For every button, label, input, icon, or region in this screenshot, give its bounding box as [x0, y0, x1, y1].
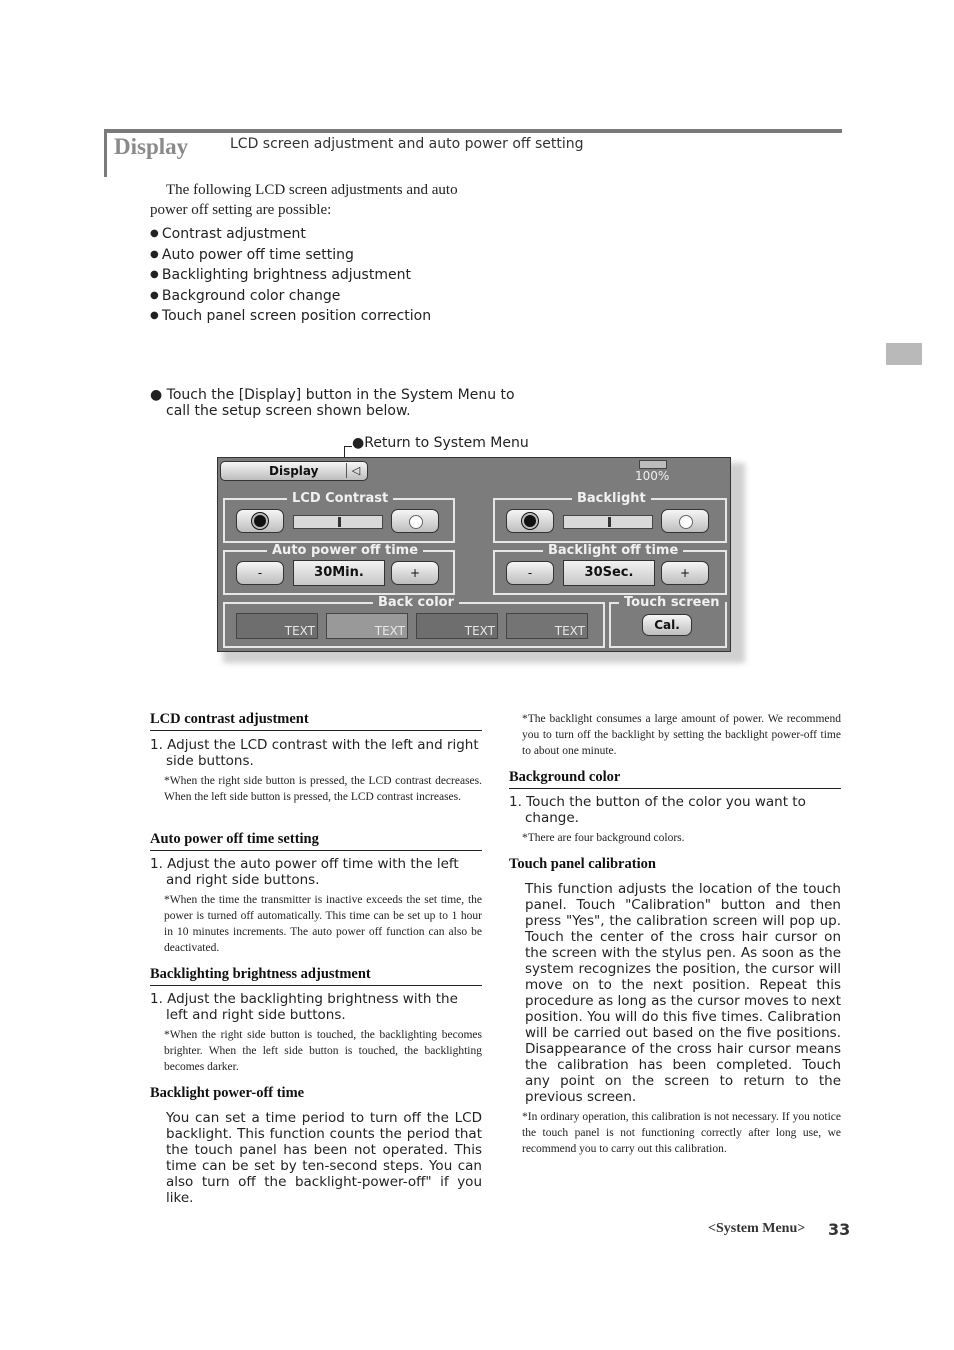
backlight-off-label: Backlight off time — [543, 543, 683, 559]
slider-handle — [608, 517, 611, 527]
step-line: 1. Adjust the auto power off time with the left — [150, 856, 459, 872]
section-heading: Auto power off time setting — [150, 831, 482, 851]
battery-icon — [639, 460, 667, 469]
step-line: 1. Adjust the backlighting brightness with the — [150, 991, 458, 1007]
step-text — [150, 856, 490, 888]
back-color-option-1[interactable]: TEXT — [236, 613, 318, 639]
contrast-slider[interactable] — [293, 515, 383, 529]
step-text — [509, 794, 849, 826]
step-text — [150, 991, 490, 1023]
step-line: 1. Touch the button of the color you want to — [509, 794, 806, 810]
note-text: *When the time the transmitter is inactive exceeds the set time, the power is turned off automatically. This time can be set up to 1 hour in 10 minutes increments. The auto power off function can also be deactivated. — [164, 894, 482, 954]
note-text: *There are four background colors. — [522, 832, 685, 844]
section-heading: Backlight power-off time — [150, 1085, 305, 1101]
intro-text: The following LCD screen adjustments and auto power off setting are possible: — [150, 182, 458, 218]
sun-dark-icon — [524, 515, 536, 527]
sun-dark-icon — [254, 515, 266, 527]
backlight-off-plus-button[interactable]: + — [661, 561, 709, 585]
instruction-note — [150, 387, 530, 419]
lcd-screen — [217, 457, 731, 652]
back-color-option-4[interactable]: TEXT — [506, 613, 588, 639]
calibration-button[interactable]: Cal. — [642, 614, 692, 636]
list-item: ● Background color change — [150, 286, 431, 307]
back-color-label: Back color — [373, 595, 459, 611]
auto-power-minus-button[interactable]: - — [236, 561, 284, 585]
callout-return: ●Return to System Menu — [352, 435, 529, 451]
lcd-contrast-group — [223, 491, 455, 543]
auto-power-label: Auto power off time — [267, 543, 423, 559]
section-heading: Touch panel calibration — [509, 856, 656, 872]
auto-power-plus-button[interactable]: + — [391, 561, 439, 585]
backlight-group — [493, 491, 727, 543]
page-number: 33 — [828, 1220, 851, 1239]
backlight-slider[interactable] — [563, 515, 653, 529]
instruction-line: ● Touch the [Display] button in the System Menu to — [150, 387, 515, 403]
header-left-rule — [104, 129, 107, 177]
page-title: Display — [114, 134, 189, 159]
header-rule — [104, 129, 842, 133]
instruction-line: call the setup screen shown below. — [166, 403, 411, 419]
contrast-left-button[interactable] — [236, 509, 284, 533]
list-item: ● Auto power off time setting — [150, 245, 431, 266]
slider-handle — [338, 517, 341, 527]
feature-list — [150, 224, 431, 327]
section-heading: Backlighting brightness adjustment — [150, 966, 482, 986]
step-line: and right side buttons. — [166, 872, 320, 888]
note-text: *When the right side button is pressed, the LCD contrast decreases. When the left side button is pressed, the LCD contrast increases. — [164, 775, 482, 803]
note-text: *The backlight consumes a large amount of power. We recommend you to turn off the backlight by setting the backlight power-off time to about one minute. — [522, 713, 841, 757]
contrast-right-button[interactable] — [391, 509, 439, 533]
battery-percent: 100% — [635, 469, 670, 483]
page-subtitle: LCD screen adjustment and auto power off setting — [230, 136, 584, 152]
backlight-label: Backlight — [572, 491, 651, 507]
return-arrow-icon: ◁ — [346, 463, 365, 478]
step-line: change. — [525, 810, 579, 826]
backlight-off-minus-button[interactable]: - — [506, 561, 554, 585]
step-text — [150, 737, 490, 769]
list-item: ● Touch panel screen position correction — [150, 306, 431, 327]
back-color-option-2[interactable]: TEXT — [326, 613, 408, 639]
footer-section: <System Menu> — [708, 1221, 806, 1236]
section-heading: LCD contrast adjustment — [150, 711, 482, 731]
step-line: left and right side buttons. — [166, 1007, 346, 1023]
list-item: ● Backlighting brightness adjustment — [150, 265, 431, 286]
touch-screen-group — [609, 595, 727, 648]
step-line: 1. Adjust the LCD contrast with the left and right — [150, 737, 479, 753]
display-return-button[interactable] — [220, 461, 368, 481]
backlight-off-group — [493, 543, 727, 595]
body-text: You can set a time period to turn off the LCD backlight. This function counts the period that the touch panel has been not operated. This time can be set by ten-second steps. You can also turn off the backlight-power-off" if you like. — [166, 1110, 482, 1206]
body-text: This function adjusts the location of the touch panel. Touch "Calibration" button and then press "Yes", the calibration screen will pop up. Touch the center of the cross hair cursor on the screen with the stylus pen. As soon as the system recognizes the position, the cursor will move on to the next position. Repeat this procedure as long as the cursor moves to next position. You will do this five times. Calibration will be carried out based on the five positions. Disappearance of the cross hair cursor means the calibration has been completed. Touch any point on the screen to return to the previous screen. — [525, 881, 841, 1105]
backlight-right-button[interactable] — [661, 509, 709, 533]
sun-light-icon — [409, 515, 423, 529]
backlight-left-button[interactable] — [506, 509, 554, 533]
chapter-tab — [886, 343, 922, 365]
auto-power-group — [223, 543, 455, 595]
section-heading: Background color — [509, 769, 841, 789]
callout-leader — [344, 446, 352, 447]
auto-power-value: 30Min. — [293, 560, 385, 586]
back-color-option-3[interactable]: TEXT — [416, 613, 498, 639]
note-text: *When the right side button is touched, the backlighting becomes brighter. When the left side button is touched, the backlighting becomes darker. — [164, 1029, 482, 1073]
display-button-label: Display — [269, 464, 319, 478]
sun-light-icon — [679, 515, 693, 529]
touch-screen-label: Touch screen — [619, 595, 725, 611]
backlight-off-value: 30Sec. — [563, 560, 655, 586]
step-line: side buttons. — [166, 753, 254, 769]
list-item: ● Contrast adjustment — [150, 224, 431, 245]
lcd-contrast-label: LCD Contrast — [287, 491, 393, 507]
note-text: *In ordinary operation, this calibration is not necessary. If you notice the touch panel is not functioning correctly after long use, we recommend you to carry out this calibration. — [522, 1111, 841, 1155]
